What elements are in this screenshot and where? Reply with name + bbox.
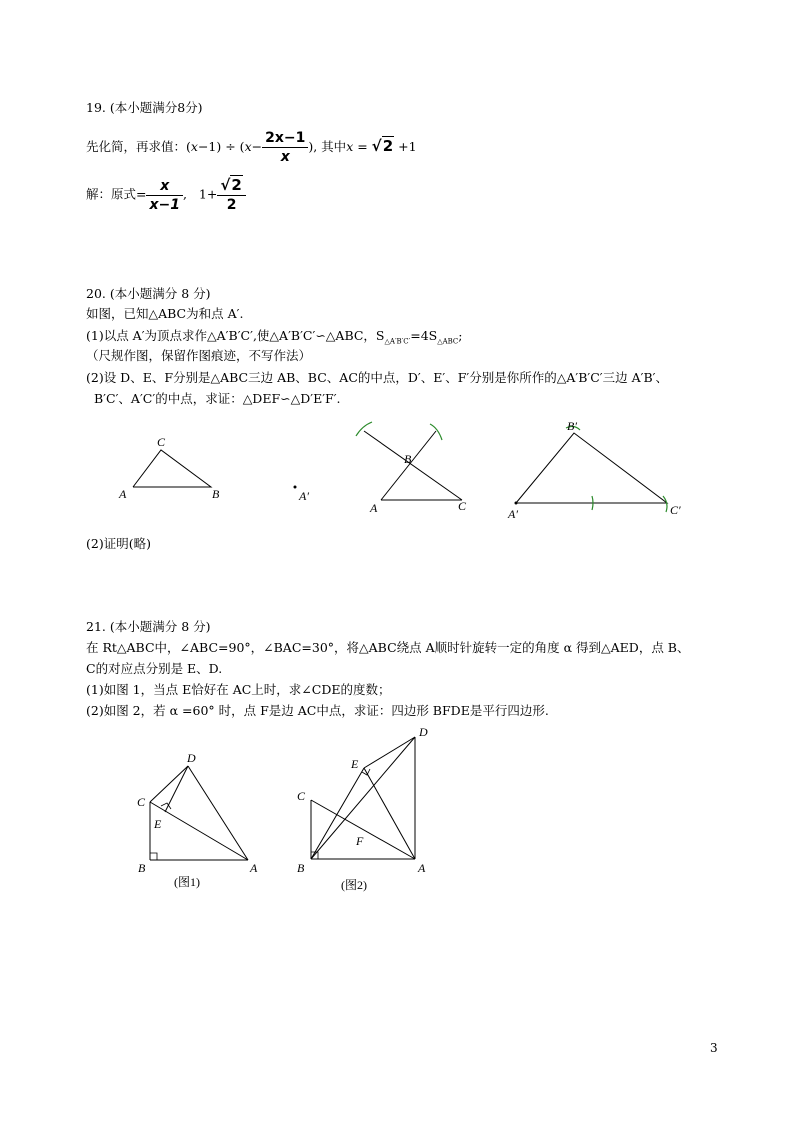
q19-answer-fraction: $\frac{x}{x-1}$ (146, 177, 183, 214)
q20-line4: (2)设 D、E、F分别是△ABC三边 AB、BC、AC的中点，D′、E′、F′分别是你所作的△A′B′C′三边 A′B′、 (86, 370, 668, 385)
q20-label-A: A (119, 487, 127, 501)
q20-label-Cp: C′ (670, 503, 681, 517)
q21-fig2-label-C: C (297, 789, 306, 803)
q20-label-Ap2: A′ (508, 507, 518, 521)
q21-fig2-label-B: B (297, 861, 305, 875)
q20-line5: B′C′、A′C′的中点，求证：△DEF∽△D′E′F′. (94, 391, 341, 406)
q21-line2: C的对应点分别是 E、D. (86, 661, 223, 676)
q21-fig1-label-C: C (137, 795, 146, 809)
q21-fig2-label-A: A (418, 861, 426, 875)
q20-line1: 如图，已知△ABC为和点 A′. (86, 306, 244, 321)
q20-label-B: B (212, 487, 220, 501)
q21-fig2-label-E: E (351, 757, 359, 771)
q21-fig1-label-D: D (187, 751, 196, 765)
q20-line3: （尺规作图，保留作图痕迹，不写作法） (86, 348, 312, 363)
q19-answer: 解：原式= $\frac{x}{x-1}$ , 1+ $\frac{√2}{2}$ (86, 176, 246, 214)
q19-header: 19. (本小题满分8分) (86, 100, 203, 115)
q21-fig1-label-B: B (138, 861, 146, 875)
q21-line1: 在 Rt△ABC中，∠ABC=90°，∠BAC=30°，将△ABC绕点 A顺时针旋转一定的角度 α 得到△AED，点 B、 (86, 640, 690, 655)
q19-sqrt: √2 (371, 137, 394, 155)
q21-fig1-label-A: A (250, 861, 258, 875)
q21-figure-2 (297, 725, 428, 892)
q20-label-C2: C (458, 499, 467, 513)
q21-line4: (2)如图 2，若 α =60° 时，点 F是边 AC中点，求证：四边形 BFDE是平行四边形. (86, 703, 549, 718)
q20-label-B2: B (404, 452, 412, 466)
q20-label-C: C (157, 435, 166, 449)
q20-header: 20. (本小题满分 8 分) (86, 286, 211, 301)
q19-fraction: $\frac{2x-1}{x}$ (262, 129, 308, 166)
q20-line2: (1)以点 A′为顶点求作△A′B′C′,使△A′B′C′∽△ABC，$S_{\triangle A'B'C'}=4S_{\triangle ABC}$; (86, 328, 463, 346)
q21-fig2-label-D: D (419, 725, 428, 739)
q19-prompt: 先化简，再求值：(x−1) ÷ (x− $\frac{2x-1}{x}$ ), 其中x = √2 +1 (86, 130, 417, 165)
q21-fig1-caption: (图1) (174, 875, 200, 889)
q21-header: 21. (本小题满分 8 分) (86, 619, 211, 634)
q21-line3: (1)如图 1，当点 E恰好在 AC上时，求∠CDE的度数； (86, 682, 391, 697)
q20-label-A2: A (370, 501, 378, 515)
q21-figure-1 (137, 751, 258, 889)
q21-fig2-caption: (图2) (341, 878, 367, 892)
q21-fig1-label-E: E (154, 817, 162, 831)
q19-answer-fraction-2: $\frac{√2}{2}$ (217, 176, 245, 214)
q20-answer: (2)证明(略) (86, 536, 151, 551)
q20-label-Bp: B′ (567, 419, 577, 433)
q20-label-Ap: A′ (299, 489, 309, 503)
page-number: 3 (710, 1041, 718, 1055)
q21-fig2-label-F: F (356, 834, 364, 848)
